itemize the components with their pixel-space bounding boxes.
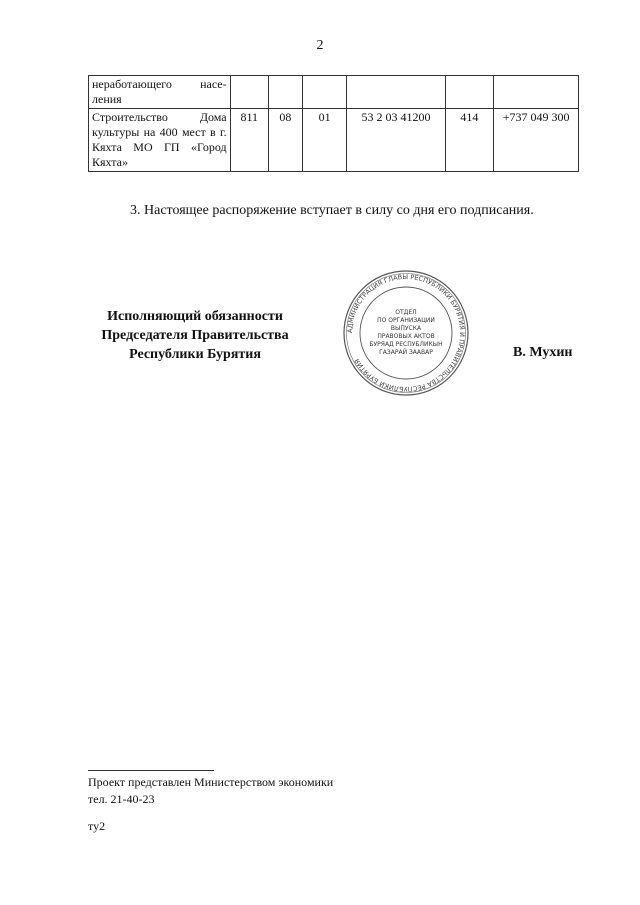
seal-inner-line: ГАЗАРАЙ ЗААВАР	[379, 349, 433, 356]
seal-inner-line: ОТДЕЛ	[395, 309, 417, 316]
expense-type-cell: 414	[445, 109, 494, 172]
signatory-title-line: Исполняющий обязанности	[107, 309, 283, 324]
table-row	[89, 76, 579, 109]
official-seal-stamp	[341, 268, 471, 398]
seal-inner-line: ПО ОРГАНИЗАЦИИ	[377, 317, 435, 324]
target-article-cell: 53 2 03 41200	[347, 109, 445, 172]
footnote-divider	[88, 770, 214, 771]
signatory-title	[80, 307, 310, 364]
target-article-cell	[347, 76, 445, 109]
object-name-cell: Строительство Дома культуры на 400 мест в г. Кяхта МО ГП «Город Кяхта»	[89, 109, 231, 172]
signer-name: В. Мухин	[513, 345, 573, 360]
budget-table	[88, 75, 579, 172]
page-number: 2	[316, 38, 324, 53]
document-code: ту2	[88, 819, 106, 833]
ministry-code-cell	[230, 76, 268, 109]
expense-type-cell	[445, 76, 494, 109]
signatory-title-line: Республики Бурятия	[129, 347, 261, 362]
sum-cell: +737 049 300	[494, 109, 579, 172]
seal-ring-text: АДМИНИСТРАЦИЯ ГЛАВЫ РЕСПУБЛИКИ БУРЯТИЯ И ПРАВИТЕЛЬСТВА РЕСПУБЛИКИ БУРЯТИЯ	[345, 272, 467, 394]
section-code-cell	[268, 76, 302, 109]
seal-inner-line: БУРЯАД РЕСПУБЛИКЫН	[369, 341, 443, 348]
signatory-title-line: Председателя Правительства	[101, 328, 289, 343]
subsection-code-cell	[302, 76, 346, 109]
table-row	[89, 109, 579, 172]
seal-inner-line: ПРАВОВЫХ АКТОВ	[377, 333, 435, 340]
footnote-line: тел. 21-40-23	[88, 792, 155, 806]
effective-date-clause: 3. Настоящее распоряжение вступает в силу со дня его подписания.	[130, 203, 534, 218]
object-name-cell: неработающего насе-ления	[89, 76, 231, 109]
subsection-code-cell: 01	[302, 109, 346, 172]
ministry-code-cell: 811	[230, 109, 268, 172]
sum-cell	[494, 76, 579, 109]
section-code-cell: 08	[268, 109, 302, 172]
seal-inner-line: ВЫПУСКА	[390, 325, 422, 332]
footnote-line: Проект представлен Министерством экономики	[88, 775, 334, 789]
footnote	[88, 774, 333, 808]
